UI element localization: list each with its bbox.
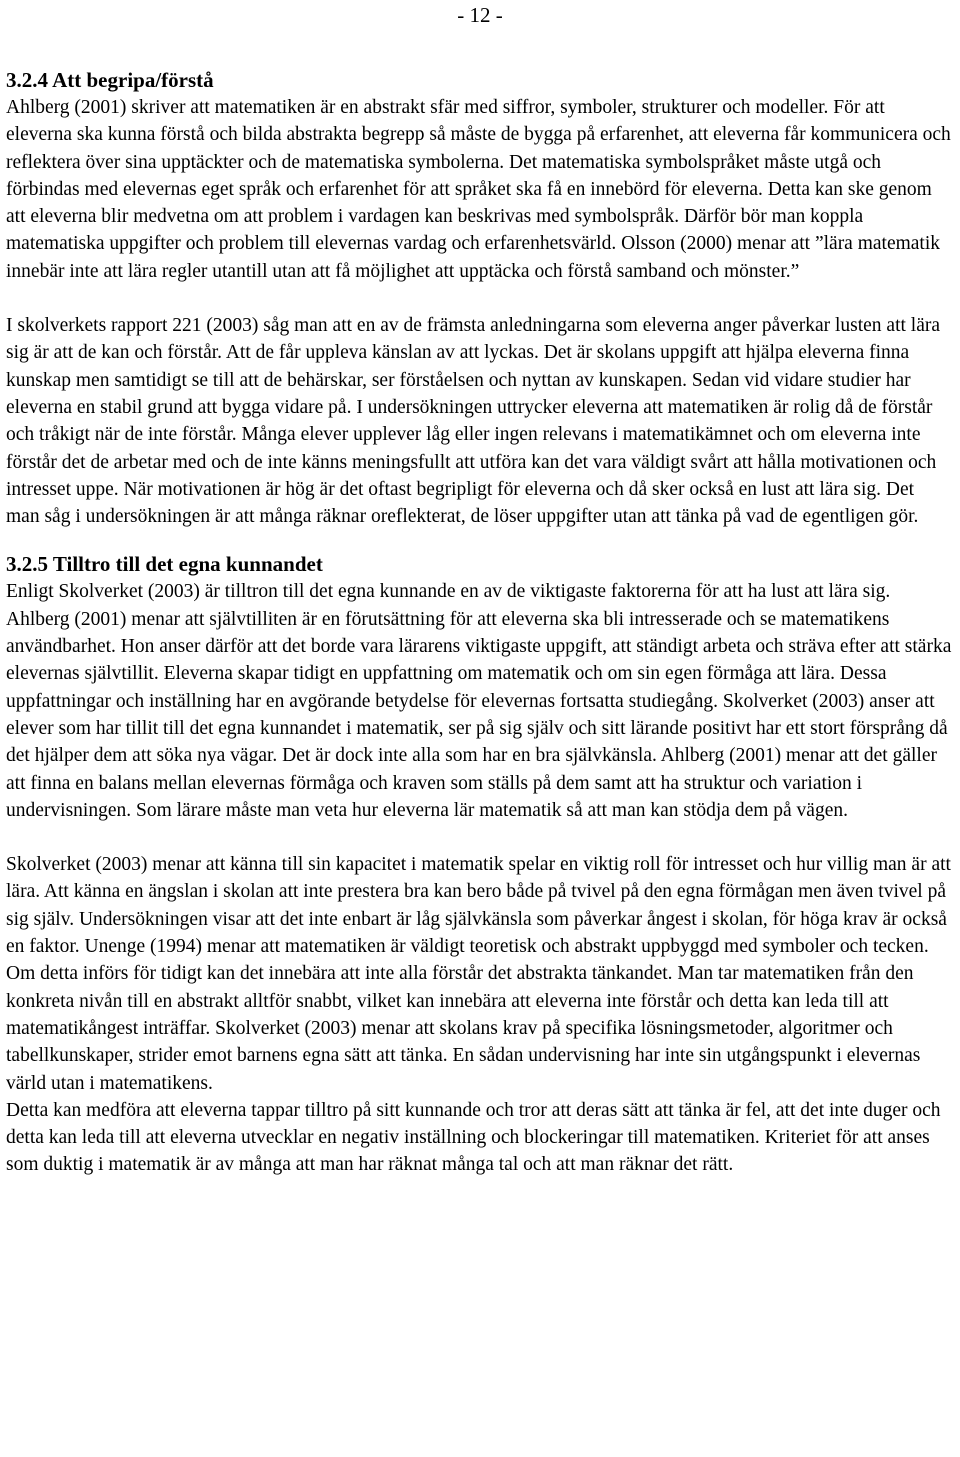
body-paragraph: Detta kan medföra att eleverna tappar tilltro på sitt kunnande och tror att deras sätt att tänka är fel, att det inte duger och detta kan leda till att eleverna utvecklar en negativ inställning och blockeringar till matematiken. Kriteriet för att anses som duktig i matematik är av många att man har räknat många tal och att man räknar det rätt. (6, 1099, 941, 1176)
section-heading: 3.2.4 Att begripa/förstå (6, 68, 214, 92)
document-body (6, 66, 952, 1179)
page-number: - 12 - (457, 3, 503, 27)
section-heading: 3.2.5 Tilltro till det egna kunnandet (6, 552, 323, 577)
section-spacer (6, 530, 952, 550)
section-att-begripa (6, 66, 952, 530)
paragraph-spacer (6, 285, 952, 312)
body-paragraph: Enligt Skolverket (2003) är tilltron till det egna kunnande en av de viktigaste faktorerna för att ha lust att lära sig. Ahlberg (2001) menar att självtilliten är en förutsättning för att eleverna ska bli intresserade och se matematikens användbarhet. Hon anser därför att det borde vara lärarens viktigaste uppgift, att ständigt arbeta och sträva efter att stärka elevernas självtillit. Eleverna skapar tidigt en uppfattning om matematik och om sin egen förmåga att lära. Dessa uppfattningar och inställning har en avgörande betydelse för elevernas fortsatta studiegång. Skolverket (2003) anser att elever som har tillit till det egna kunnandet i matematik, ser på sig själv och sitt lärande positivt har ett stort försprång då det hjälper dem att söka nya vägar. Det är dock inte alla som har en bra självkänsla. Ahlberg (2001) menar att det gäller att finna en balans mellan elevernas förmåga och kraven som ställs på dem samt att ha struktur och variation i undervisningen. Som lärare måste man veta hur eleverna lär matematik så att man kan stödja dem på vägen. (6, 581, 952, 821)
section-tilltro (6, 550, 952, 1178)
paragraph-spacer (6, 824, 952, 851)
body-paragraph: I skolverkets rapport 221 (2003) såg man att en av de främsta anledningarna som eleverna anger påverkar lusten att lära sig är att de kan och förstår. Att de får uppleva känslan av att lyckas. Det är skolans uppgift att hjälpa eleverna finna kunskap men samtidigt se till att de behärskar, ser förståelsen och nyttan av kunskapen. Sedan vid vidare studier har eleverna en stabil grund att bygga vidare på. I undersökningen uttrycker eleverna att matematiken är rolig då de förstår och tråkigt när de inte förstår. Många elever upplever låg eller ingen relevans i matematikämnet och om eleverna inte förstår det de arbetar med och de inte känns meningsfullt att utföra kan det vara väldigt svårt att hålla motivationen och intresset uppe. När motivationen är hög är det oftast begripligt för eleverna och då sker också en lust att lära sig. Det man såg i undersökningen är att många räknar oreflekterat, de löser uppgifter utan att tänka på vad de egentligen gör. (6, 315, 941, 528)
body-paragraph: Ahlberg (2001) skriver att matematiken är en abstrakt sfär med siffror, symboler, strukturer och modeller. För att eleverna ska kunna förstå och bilda abstrakta begrepp så måste de bygga på erfarenhet, att eleverna får kommunicera och reflektera över sina upptäckter och de matematiska symbolerna. Det matematiska symbolspråket måste utgå och förbindas med elevernas eget språk och erfarenhet för att språket ska få en innebörd för eleverna. Detta kan ske genom att eleverna blir medvetna om att problem i vardagen kan beskrivas med symbolspråk. Därför bör man koppla matematiska uppgifter och problem till elevernas vardag och erfarenhetsvärld. Olsson (2000) menar att ”lära matematik innebär inte att lära regler utantill utan att få möjlighet att upptäcka och förstå samband och mönster.” (6, 97, 951, 282)
body-paragraph: Skolverket (2003) menar att känna till sin kapacitet i matematik spelar en viktig roll för intresset och hur villig man är att lära. Att känna en ängslan i skolan att inte prestera bra kan bero både på tvivel på den egna förmågan men även tvivel på sig själv. Undersökningen visar att det inte enbart är låg självkänsla som påverkar ångest i skolan, för höga krav är också en faktor. Unenge (1994) menar att matematiken är väldigt teoretisk och abstrakt uppbyggd med symboler och tecken. Om detta införs för tidigt kan det innebära att inte alla förstår det abstrakta tänkandet. Man tar matematiken från den konkreta nivån till en abstrakt alltför snabbt, vilket kan innebära att eleverna inte förstår och detta kan leda till att matematikångest inträffar. Skolverket (2003) menar att skolans krav på specifika lösningsmetoder, algoritmer och tabellkunskaper, strider emot barnens egna sätt att tänka. En sådan undervisning har inte sin utgångspunkt i elevernas värld utan i matematikens. (6, 854, 951, 1094)
